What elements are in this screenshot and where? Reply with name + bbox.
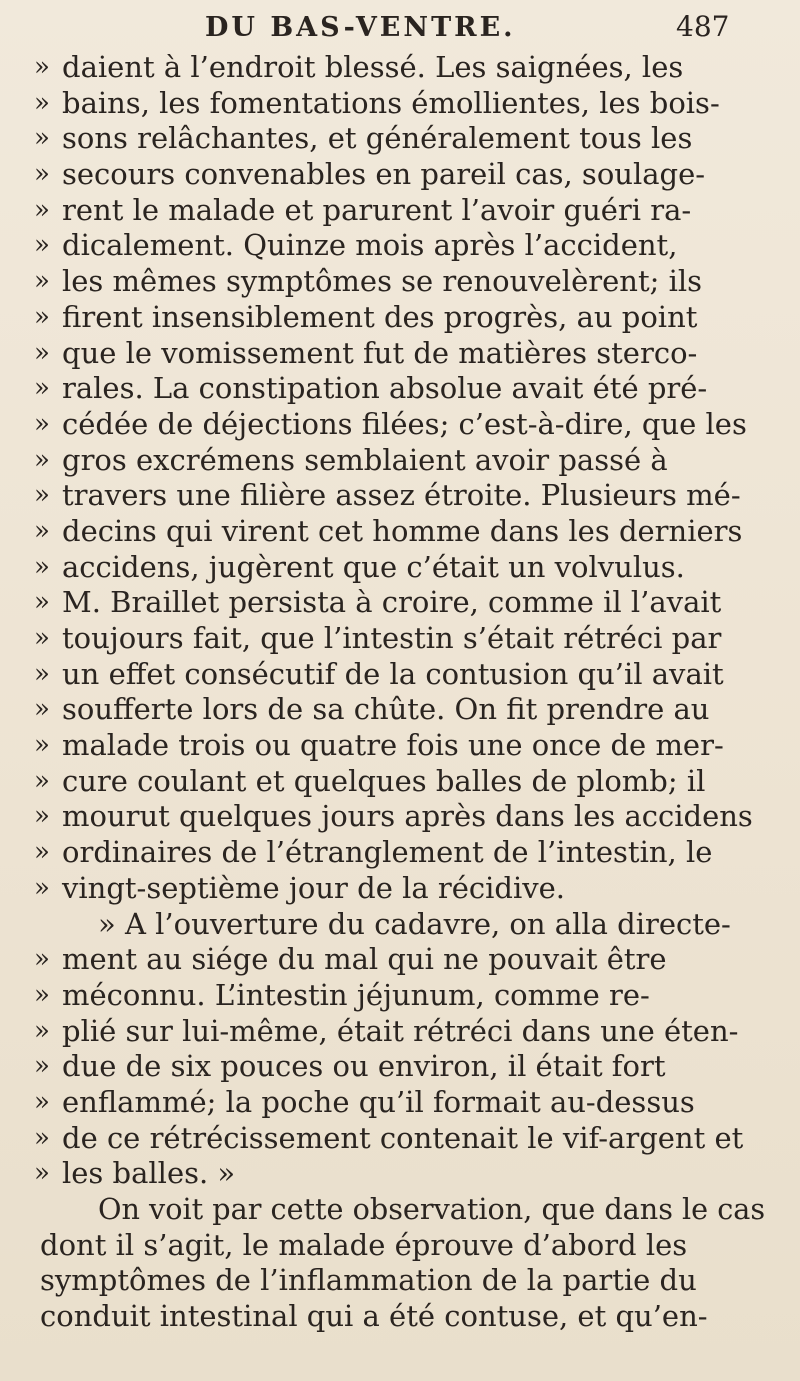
text-line xyxy=(0,336,800,372)
quote-mark: » xyxy=(34,658,50,689)
line-text: que le vomissement fut de matières sterco- xyxy=(62,335,698,370)
text-line xyxy=(0,228,800,264)
line-text: de ce rétrécissement contenait le vif-argent et xyxy=(62,1120,744,1155)
text-line xyxy=(0,1192,800,1228)
line-text: symptômes de l’inflammation de la partie du xyxy=(40,1263,697,1298)
line-text: dont il s’agit, le malade éprouve d’abord les xyxy=(40,1227,688,1262)
text-line xyxy=(0,799,800,835)
text-line xyxy=(0,407,800,443)
line-text: gros excrémens semblaient avoir passé à xyxy=(62,442,668,477)
text-line xyxy=(0,907,800,943)
line-text: bains, les fomentations émollientes, les bois- xyxy=(62,85,720,120)
quote-mark: » xyxy=(34,872,50,903)
line-text: plié sur lui-même, était rétréci dans une éten- xyxy=(62,1013,739,1048)
text-line xyxy=(0,692,800,728)
quote-mark: » xyxy=(34,1086,50,1117)
line-text: rales. La constipation absolue avait été pré- xyxy=(62,371,708,406)
quote-mark: » xyxy=(34,765,50,796)
line-text: ment au siége du mal qui ne pouvait être xyxy=(62,942,667,977)
quote-mark: » xyxy=(34,408,50,439)
line-text: secours convenables en pareil cas, soulage- xyxy=(62,157,706,192)
running-head: DU BAS-VENTRE. xyxy=(205,12,516,43)
quote-mark: » xyxy=(34,230,50,261)
line-text: les balles. » xyxy=(62,1156,236,1191)
line-text: » A l’ouverture du cadavre, on alla directe- xyxy=(98,906,731,941)
text-line xyxy=(0,1263,800,1299)
text-line xyxy=(0,871,800,907)
line-text: cure coulant et quelques balles de plomb; il xyxy=(62,763,706,798)
text-line xyxy=(0,978,800,1014)
line-text: ordinaires de l’étranglement de l’intestin, le xyxy=(62,835,713,870)
quote-mark: » xyxy=(34,551,50,582)
line-text: cédée de déjections filées; c’est-à-dire, que les xyxy=(62,406,747,441)
quote-mark: » xyxy=(34,52,50,82)
line-text: dicalement. Quinze mois après l’accident, xyxy=(62,228,678,263)
line-text: due de six pouces ou environ, il était fort xyxy=(62,1049,666,1084)
text-line xyxy=(0,50,800,86)
line-text: decins qui virent cet homme dans les derniers xyxy=(62,513,743,548)
line-text: mourut quelques jours après dans les accidens xyxy=(62,799,753,834)
text-line xyxy=(0,1085,800,1121)
line-text: travers une filière assez étroite. Plusieurs mé- xyxy=(62,478,741,513)
quote-mark: » xyxy=(34,944,50,975)
quote-mark: » xyxy=(34,1015,50,1046)
page-header xyxy=(0,8,800,48)
line-text: enflammé; la poche qu’il formait au-dessus xyxy=(62,1084,695,1119)
quote-mark: » xyxy=(34,123,50,154)
quote-mark: » xyxy=(34,1122,50,1153)
quote-mark: » xyxy=(34,837,50,868)
line-text: M. Braillet persista à croire, comme il l’avait xyxy=(62,585,722,620)
line-text: accidens, jugèrent que c’était un volvulus. xyxy=(62,549,685,584)
text-line xyxy=(0,264,800,300)
line-text: firent insensiblement des progrès, au point xyxy=(62,299,698,334)
text-line xyxy=(0,514,800,550)
text-line xyxy=(0,942,800,978)
line-text: sons relâchantes, et généralement tous les xyxy=(62,121,693,156)
quote-mark: » xyxy=(34,801,50,832)
quote-mark: » xyxy=(34,373,50,404)
line-text: les mêmes symptômes se renouvelèrent; ils xyxy=(62,264,703,299)
quote-mark: » xyxy=(34,87,50,118)
line-text: On voit par cette observation, que dans le cas xyxy=(98,1192,766,1226)
quote-mark: » xyxy=(34,587,50,618)
quote-mark: » xyxy=(34,1158,50,1189)
quote-mark: » xyxy=(34,730,50,761)
text-line xyxy=(0,1121,800,1157)
quote-mark: » xyxy=(34,444,50,475)
quote-mark: » xyxy=(34,694,50,725)
text-line xyxy=(0,1049,800,1085)
text-line xyxy=(0,657,800,693)
quote-mark: » xyxy=(34,301,50,332)
text-line xyxy=(0,478,800,514)
body-text xyxy=(0,50,800,1335)
text-line xyxy=(0,621,800,657)
quote-mark: » xyxy=(34,480,50,511)
text-line xyxy=(0,585,800,621)
text-line xyxy=(0,300,800,336)
text-line xyxy=(0,121,800,157)
quote-mark: » xyxy=(34,979,50,1010)
line-text: conduit intestinal qui a été contuse, et qu’en- xyxy=(40,1299,708,1334)
text-line xyxy=(0,1156,800,1192)
line-text: toujours fait, que l’intestin s’était rétréci par xyxy=(62,621,722,655)
quote-mark: » xyxy=(34,159,50,190)
text-line xyxy=(0,1014,800,1050)
line-text: un effet consécutif de la contusion qu’il avait xyxy=(62,656,724,691)
text-line xyxy=(0,443,800,479)
line-text: vingt-septième jour de la récidive. xyxy=(62,870,566,905)
line-text: soufferte lors de sa chûte. On fit prendre au xyxy=(62,692,710,727)
text-line xyxy=(0,193,800,229)
line-text: malade trois ou quatre fois une once de mer- xyxy=(62,728,724,763)
line-text: méconnu. L’intestin jéjunum, comme re- xyxy=(62,977,650,1012)
text-line xyxy=(0,764,800,800)
line-text: daient à l’endroit blessé. Les saignées, les xyxy=(62,50,684,84)
text-line xyxy=(0,1299,800,1335)
page-number: 487 xyxy=(676,10,730,43)
quote-mark: » xyxy=(34,194,50,225)
line-text: rent le malade et parurent l’avoir guéri ra- xyxy=(62,192,692,227)
text-line xyxy=(0,371,800,407)
text-line xyxy=(0,728,800,764)
quote-mark: » xyxy=(34,266,50,297)
text-line xyxy=(0,835,800,871)
text-line xyxy=(0,550,800,586)
text-line xyxy=(0,157,800,193)
text-line xyxy=(0,1228,800,1264)
quote-mark: » xyxy=(34,515,50,546)
text-line xyxy=(0,86,800,122)
quote-mark: » xyxy=(34,337,50,368)
quote-mark: » xyxy=(34,1051,50,1082)
quote-mark: » xyxy=(34,623,50,653)
